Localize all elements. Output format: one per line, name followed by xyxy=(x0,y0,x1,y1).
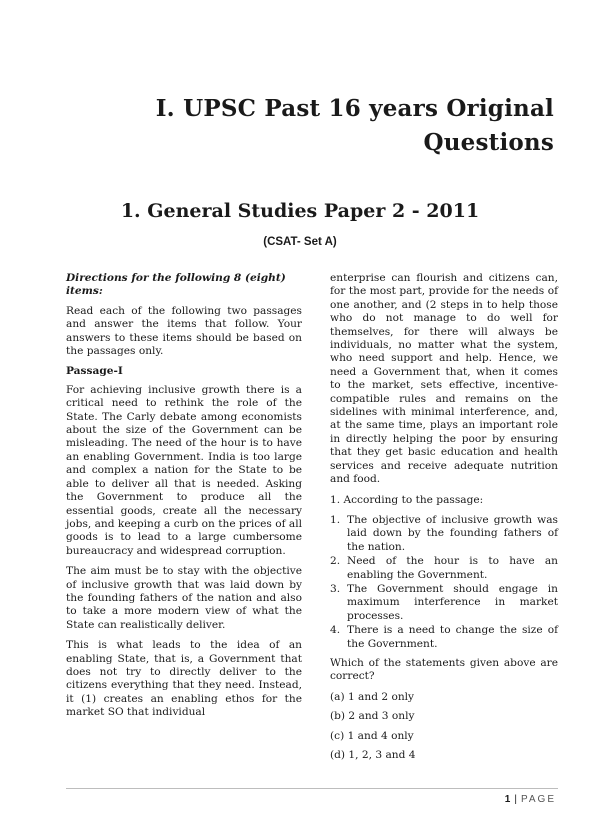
statement-text: The objective of inclusive growth was laid down by the founding fathers of the nation. xyxy=(347,513,558,553)
passage-paragraph-2: The aim must be to stay with the objective of inclusive growth that was laid down by the founding fathers of the nation and also to take a more modern view of what the State can realistically deliver. xyxy=(66,565,302,631)
statement-number: 2. xyxy=(330,555,341,568)
statement-number: 4. xyxy=(330,624,341,637)
question-stem: 1. According to the passage: xyxy=(330,493,484,506)
main-title-line-1: I. UPSC Past 16 years Original xyxy=(155,95,554,122)
statement-item xyxy=(330,514,558,554)
answer-option-d: (d) 1, 2, 3 and 4 xyxy=(330,749,416,761)
statement-number: 1. xyxy=(330,513,341,526)
instruction-text: Read each of the following two passages and answer the items that follow. Your answers to these items should be based on the passages only. xyxy=(66,304,302,358)
answer-option-c: (c) 1 and 4 only xyxy=(330,729,414,742)
statement-item xyxy=(330,583,558,623)
main-title xyxy=(34,92,554,160)
page-label: PAGE xyxy=(520,794,556,805)
answer-options xyxy=(330,691,558,763)
answer-option-a: (a) 1 and 2 only xyxy=(330,690,415,703)
statement-text: Need of the hour is to have an enabling the Government. xyxy=(347,555,558,581)
passage-heading: Passage-I xyxy=(66,365,123,378)
page-footer xyxy=(505,794,556,805)
paper-subtitle: (CSAT- Set A) xyxy=(263,236,337,248)
footer-separator: | xyxy=(514,794,517,805)
answer-option-b: (b) 2 and 3 only xyxy=(330,710,415,723)
main-title-line-2: Questions xyxy=(423,129,554,156)
footer-divider xyxy=(66,788,558,789)
paper-title: 1. General Studies Paper 2 - 2011 xyxy=(120,200,480,222)
question-prompt: Which of the statements given above are correct? xyxy=(330,656,558,683)
statement-text: The Government should engage in maximum interference in market processes. xyxy=(347,582,558,622)
page-number: 1 xyxy=(504,794,511,805)
statement-list xyxy=(330,514,558,651)
statement-text: There is a need to change the size of the Government. xyxy=(347,624,558,650)
directions-heading: Directions for the following 8 (eight) items: xyxy=(66,272,286,298)
right-column xyxy=(330,272,558,768)
statement-number: 3. xyxy=(330,582,341,595)
passage-paragraph-3: This is what leads to the idea of an enabling State, that is, a Government that does not try to directly deliver to the citizens everything that they need. Instead, it (1) creates an enabling ethos for the market SO that individual xyxy=(66,639,302,719)
left-column xyxy=(66,272,302,727)
passage-paragraph-continued: enterprise can flourish and citizens can, for the most part, provide for the needs of one another, and (2 steps in to help those who do not manage to do well for themselves, for there will always be individuals, no matter what the system, who need support and help. Hence, we need a Government that, when it comes to the market, sets effective, incentive-compatible rules and remains on the sidelines with minimal interference, and, at the same time, plays an important role in directly helping the poor by ensuring that they get basic education and health services and receive adequate nutrition and food. xyxy=(330,272,558,486)
passage-paragraph-1: For achieving inclusive growth there is a critical need to rethink the role of the State. The Carly debate among economists about the size of the Government can be misleading. The need of the hour is to have an enabling Government. India is too large and complex a nation for the State to be able to deliver all that is needed. Asking the Government to produce all the essential goods, create all the necessary jobs, and keeping a curb on the prices of all goods is to lead to a large cumbersome bureaucracy and widespread corruption. xyxy=(66,383,302,557)
statement-item xyxy=(330,555,558,582)
statement-item xyxy=(330,624,558,651)
